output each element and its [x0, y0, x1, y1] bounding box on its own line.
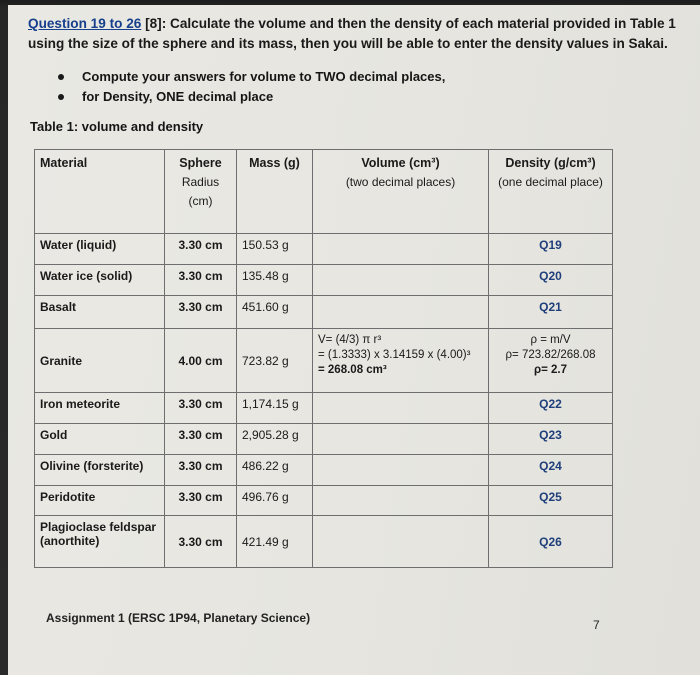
density-worked-example: ρ = m/V ρ= 723.82/268.08 ρ= 2.7: [489, 329, 613, 393]
table-row: Iron meteorite 3.30 cm 1,174.15 g Q22: [35, 393, 613, 424]
table-row: Water ice (solid) 3.30 cm 135.48 g Q20: [35, 265, 613, 296]
header-material: Material: [35, 150, 165, 234]
volume-cell: [313, 393, 489, 424]
bullet-icon: [58, 74, 64, 80]
answer-cell: Q26: [489, 516, 613, 568]
table-title: Table 1: volume and density: [30, 119, 204, 134]
instruction-list: [58, 67, 445, 107]
header-radius: Sphere Radius (cm): [165, 150, 237, 234]
bullet-icon: [58, 94, 64, 100]
answer-cell: Q22: [489, 393, 613, 424]
table-row: Gold 3.30 cm 2,905.28 g Q23: [35, 424, 613, 455]
answer-cell: Q20: [489, 265, 613, 296]
page-footer: Assignment 1 (ERSC 1P94, Planetary Science): [46, 611, 311, 625]
answer-cell: Q25: [489, 486, 613, 516]
table-row: Olivine (forsterite) 3.30 cm 486.22 g Q24: [35, 455, 613, 486]
volume-cell: [313, 296, 489, 329]
volume-cell: [313, 486, 489, 516]
page-number: 7: [593, 618, 600, 632]
table-row: Plagioclase feldspar (anorthite) 3.30 cm 421.49 g Q26: [35, 516, 613, 568]
answer-cell: Q19: [489, 234, 613, 265]
table-row: Water (liquid) 3.30 cm 150.53 g Q19: [35, 234, 613, 265]
table-row-example: Granite 4.00 cm 723.82 g V= (4/3) π r³ = (1.3333) x 3.14159 x (4.00)³ = 268.08 cm³ ρ = m/V ρ= 723.82/268.08 ρ= 2.7: [35, 329, 613, 393]
table-header-row: [35, 150, 613, 234]
question-heading: [28, 14, 688, 54]
question-reference: Question 19 to 26: [28, 16, 142, 31]
header-density: Density (g/cm³) (one decimal place): [489, 150, 613, 234]
volume-cell: [313, 424, 489, 455]
volume-cell: [313, 455, 489, 486]
document-page: [8, 5, 700, 675]
header-volume: Volume (cm³) (two decimal places): [313, 150, 489, 234]
answer-cell: Q23: [489, 424, 613, 455]
answer-cell: Q24: [489, 455, 613, 486]
volume-cell: [313, 265, 489, 296]
answer-cell: Q21: [489, 296, 613, 329]
table-row: Peridotite 3.30 cm 496.76 g Q25: [35, 486, 613, 516]
header-mass: Mass (g): [237, 150, 313, 234]
volume-cell: [313, 516, 489, 568]
volume-cell: [313, 234, 489, 265]
list-item: for Density, ONE decimal place: [58, 87, 445, 107]
volume-worked-example: V= (4/3) π r³ = (1.3333) x 3.14159 x (4.00)³ = 268.08 cm³: [313, 329, 489, 393]
table-row: Basalt 3.30 cm 451.60 g Q21: [35, 296, 613, 329]
list-item: Compute your answers for volume to TWO decimal places,: [58, 67, 445, 87]
volume-density-table: [34, 149, 613, 568]
question-text: [8]: Calculate the volume and then the density of each material provided in Table 1 using the size of the sphere and its mass, then you will be able to enter the density values in Sakai.: [28, 16, 676, 51]
